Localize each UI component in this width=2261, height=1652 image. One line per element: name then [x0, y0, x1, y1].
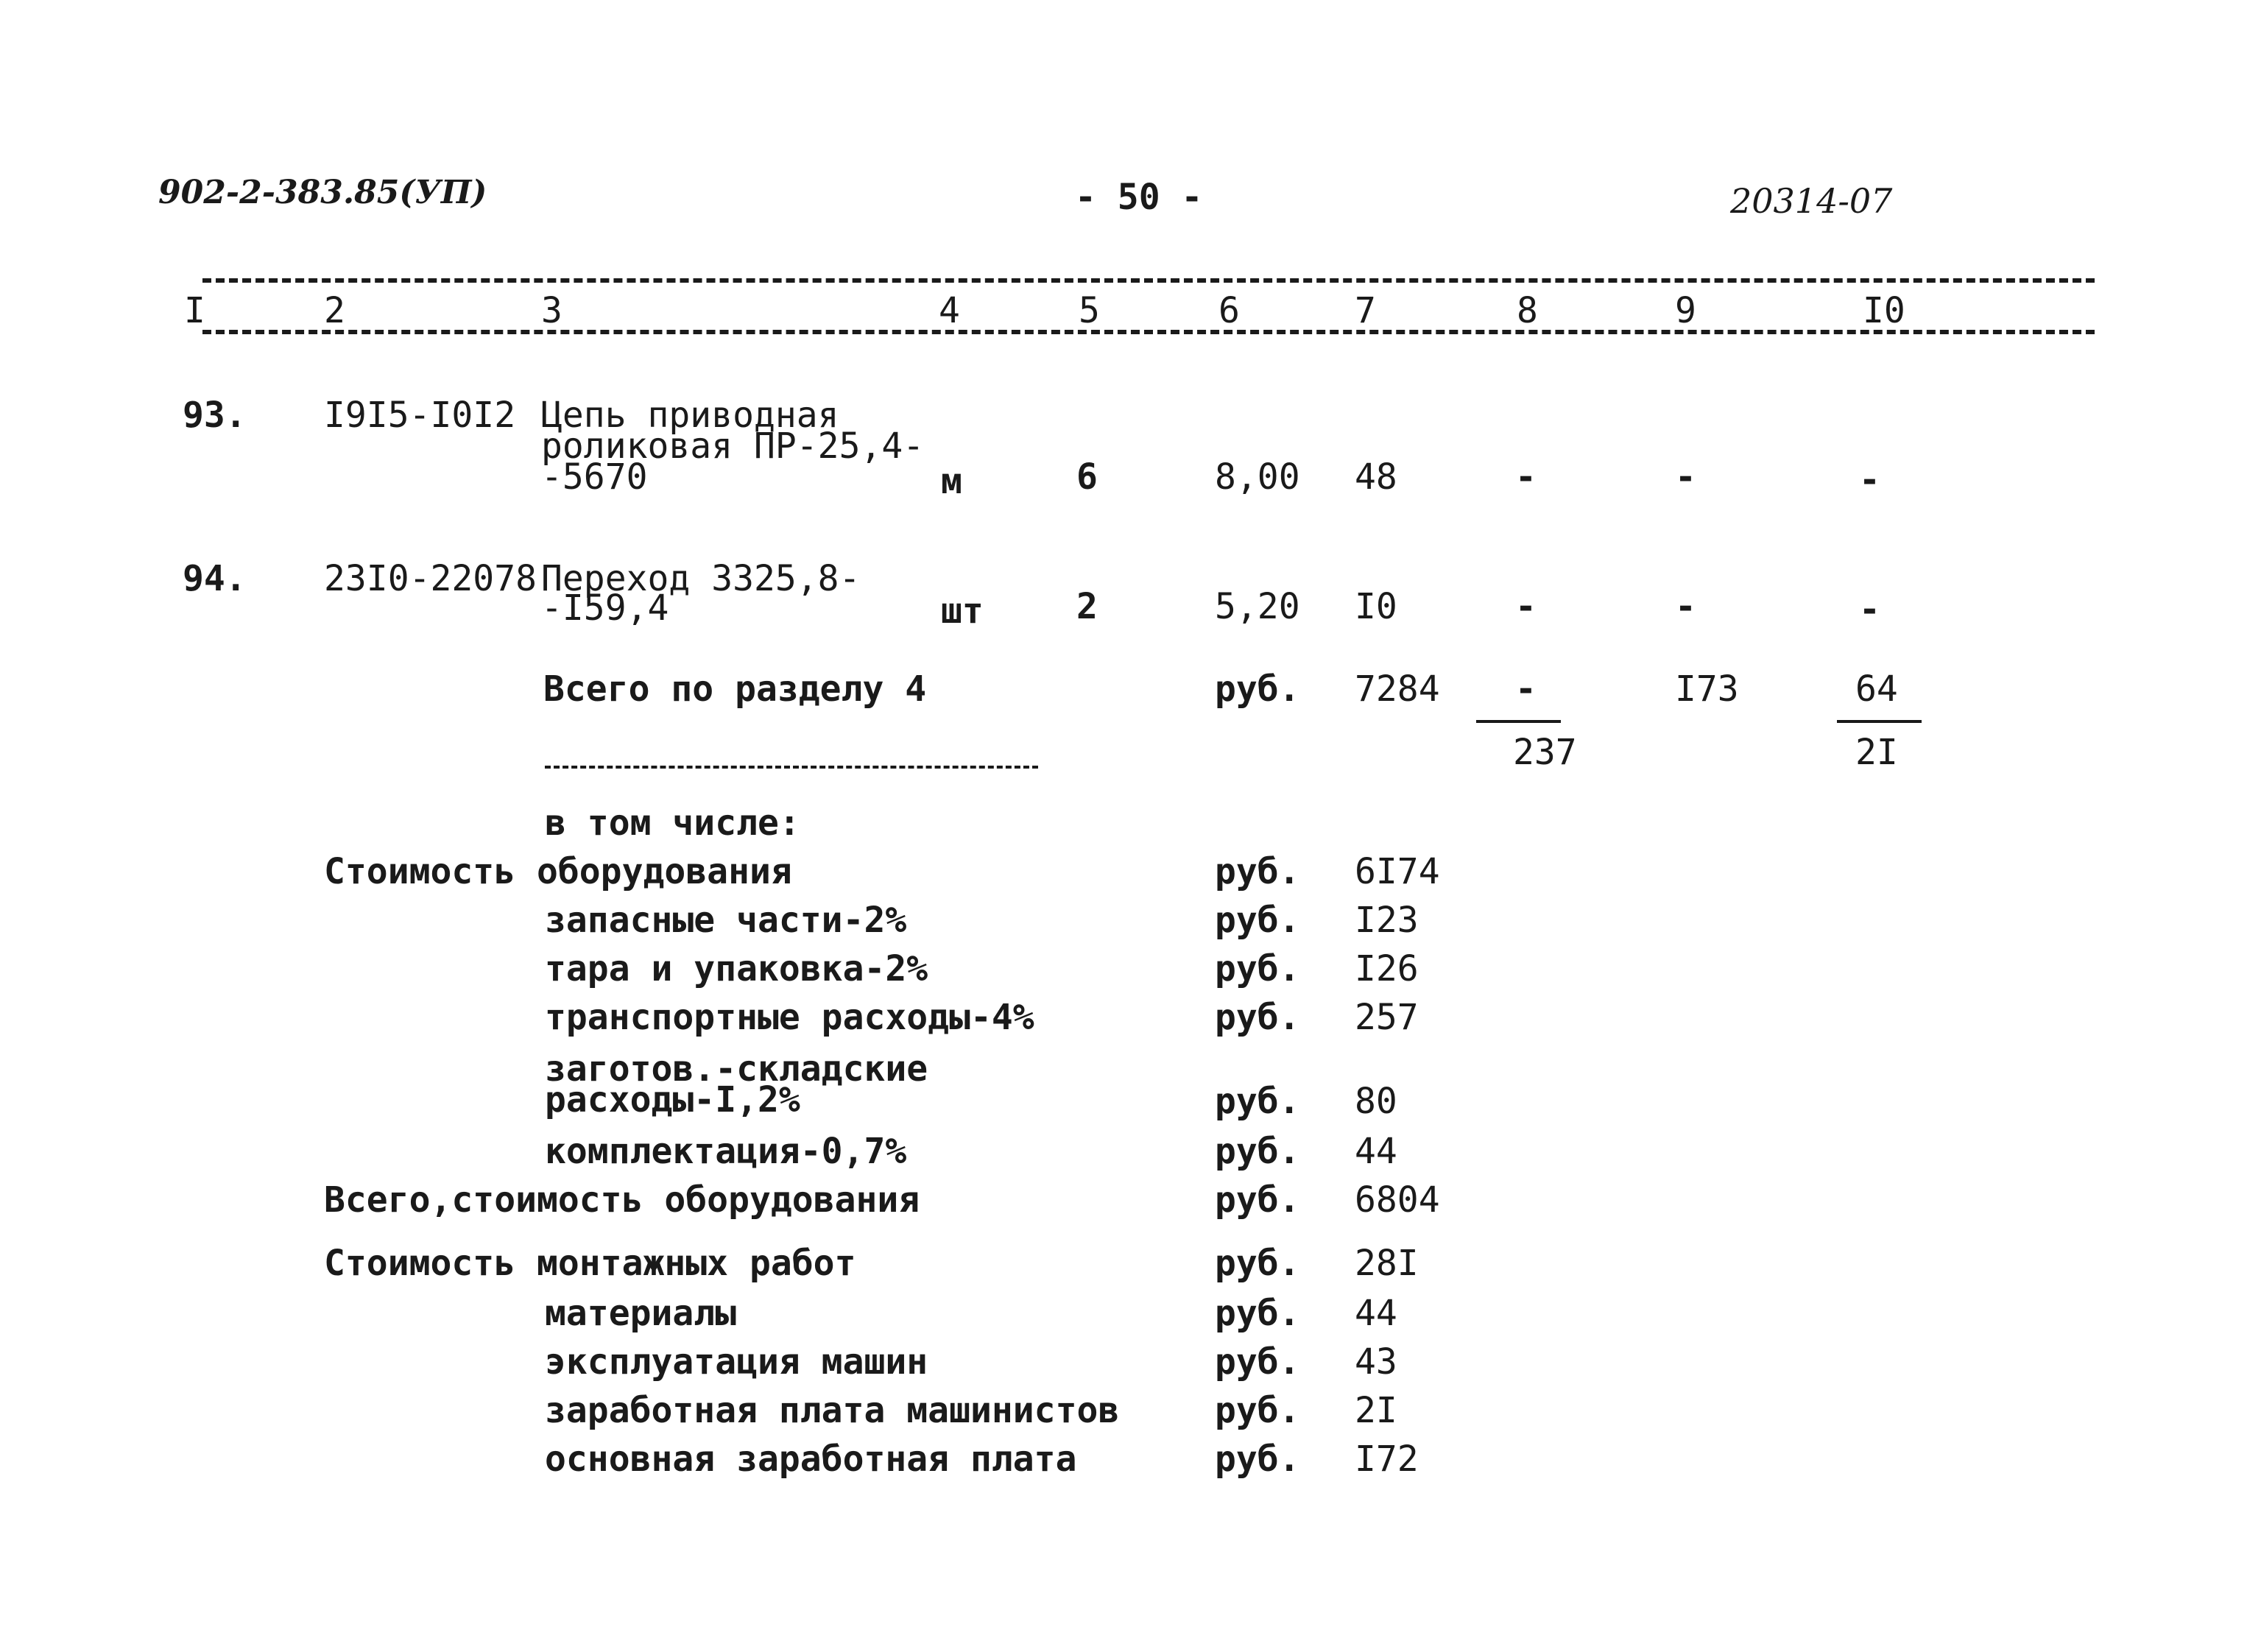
breakdown-label: Всего,стоимость оборудования [324, 1179, 920, 1221]
item-code: 23I0-22078 [324, 558, 537, 599]
breakdown-label: тара и упаковка-2% [545, 948, 928, 989]
archive-number: 20314-07 [1730, 181, 1893, 221]
breakdown-unit: руб. [1215, 851, 1300, 892]
breakdown-unit: руб. [1215, 1243, 1300, 1284]
breakdown-label: запасные части-2% [545, 900, 907, 941]
column-header: 3 [541, 290, 562, 331]
section-total-unit: руб. [1215, 668, 1300, 710]
item-unit: м [941, 461, 962, 502]
item-price: 5,20 [1215, 586, 1300, 627]
item-name-line: роликовая ПР-25,4- [541, 426, 925, 467]
header-rule-bottom [202, 330, 2095, 334]
item-total: I0 [1355, 586, 1397, 627]
breakdown-label: транспортные расходы-4% [545, 997, 1034, 1038]
breakdown-unit: руб. [1215, 1081, 1300, 1122]
underline-divider [545, 766, 1038, 769]
breakdown-value: 44 [1355, 1131, 1397, 1172]
column-header: 8 [1517, 290, 1538, 331]
item-code: I9I5-I0I2 [324, 395, 516, 436]
item-price: 8,00 [1215, 456, 1300, 498]
section-total-label: Всего по разделу 4 [543, 668, 927, 710]
column-header: 6 [1218, 290, 1240, 331]
including-label: в том числе: [545, 802, 800, 844]
item-name-line: -5670 [541, 456, 648, 498]
item-number: 94. [183, 558, 247, 599]
item-col10: - [1859, 589, 1880, 630]
item-col8: - [1515, 586, 1537, 627]
breakdown-value: 28I [1355, 1243, 1419, 1284]
page-number: - 50 - [1075, 177, 1203, 218]
item-name-line: Переход 3325,8- [541, 558, 861, 599]
breakdown-unit: руб. [1215, 997, 1300, 1038]
breakdown-label: комплектация-0,7% [545, 1131, 907, 1172]
breakdown-value: 2I [1355, 1390, 1397, 1431]
breakdown-unit: руб. [1215, 1293, 1300, 1334]
item-name-line: -I59,4 [541, 587, 669, 629]
breakdown-unit: руб. [1215, 1439, 1300, 1480]
item-total: 48 [1355, 456, 1397, 498]
breakdown-label: заработная плата машинистов [545, 1390, 1120, 1431]
breakdown-value: 43 [1355, 1341, 1397, 1383]
header-rule-top [202, 278, 2095, 283]
column-header: 2 [324, 290, 345, 331]
section-total-col10-top: 64 [1855, 668, 1898, 710]
breakdown-unit: руб. [1215, 1341, 1300, 1383]
section-total-col8-bottom: 237 [1513, 732, 1577, 773]
fraction-line [1476, 720, 1561, 723]
column-header: 4 [939, 290, 960, 331]
breakdown-unit: руб. [1215, 948, 1300, 989]
breakdown-value: I72 [1355, 1439, 1419, 1480]
breakdown-value: 6804 [1355, 1179, 1440, 1221]
item-col9: - [1675, 456, 1696, 498]
item-quantity: 6 [1076, 456, 1098, 498]
column-header: 5 [1079, 290, 1100, 331]
breakdown-value: I26 [1355, 948, 1419, 989]
breakdown-unit: руб. [1215, 900, 1300, 941]
breakdown-label-line: расходы-I,2% [545, 1079, 800, 1120]
section-total-col9: I73 [1675, 668, 1739, 710]
column-header: 7 [1355, 290, 1376, 331]
item-quantity: 2 [1076, 586, 1098, 627]
fraction-line [1837, 720, 1922, 723]
item-number: 93. [183, 395, 247, 436]
breakdown-label: эксплуатация машин [545, 1341, 928, 1383]
breakdown-label: материалы [545, 1293, 737, 1334]
section-total-col8-top: - [1515, 668, 1537, 710]
section-total-col10-bottom: 2I [1855, 732, 1898, 773]
item-col8: - [1515, 456, 1537, 498]
breakdown-value: 6I74 [1355, 851, 1440, 892]
breakdown-value: 80 [1355, 1081, 1397, 1122]
item-col10: - [1859, 459, 1880, 501]
breakdown-label: Стоимость оборудования [324, 851, 792, 892]
breakdown-unit: руб. [1215, 1131, 1300, 1172]
breakdown-label: Стоимость монтажных работ [324, 1243, 856, 1284]
item-col9: - [1675, 586, 1696, 627]
document-code: 902-2-383.85(УП) [158, 174, 487, 211]
breakdown-label-line: заготов.-складские [545, 1048, 928, 1090]
breakdown-label: основная заработная плата [545, 1439, 1077, 1480]
breakdown-unit: руб. [1215, 1390, 1300, 1431]
section-total-value: 7284 [1355, 668, 1440, 710]
item-name-line: Цепь приводная [541, 395, 839, 436]
breakdown-value: 257 [1355, 997, 1419, 1038]
breakdown-value: I23 [1355, 900, 1419, 941]
item-unit: шт [941, 590, 984, 632]
column-header: 9 [1675, 290, 1696, 331]
column-header: I [184, 290, 205, 331]
breakdown-unit: руб. [1215, 1179, 1300, 1221]
column-header: I0 [1863, 290, 1905, 331]
breakdown-value: 44 [1355, 1293, 1397, 1334]
